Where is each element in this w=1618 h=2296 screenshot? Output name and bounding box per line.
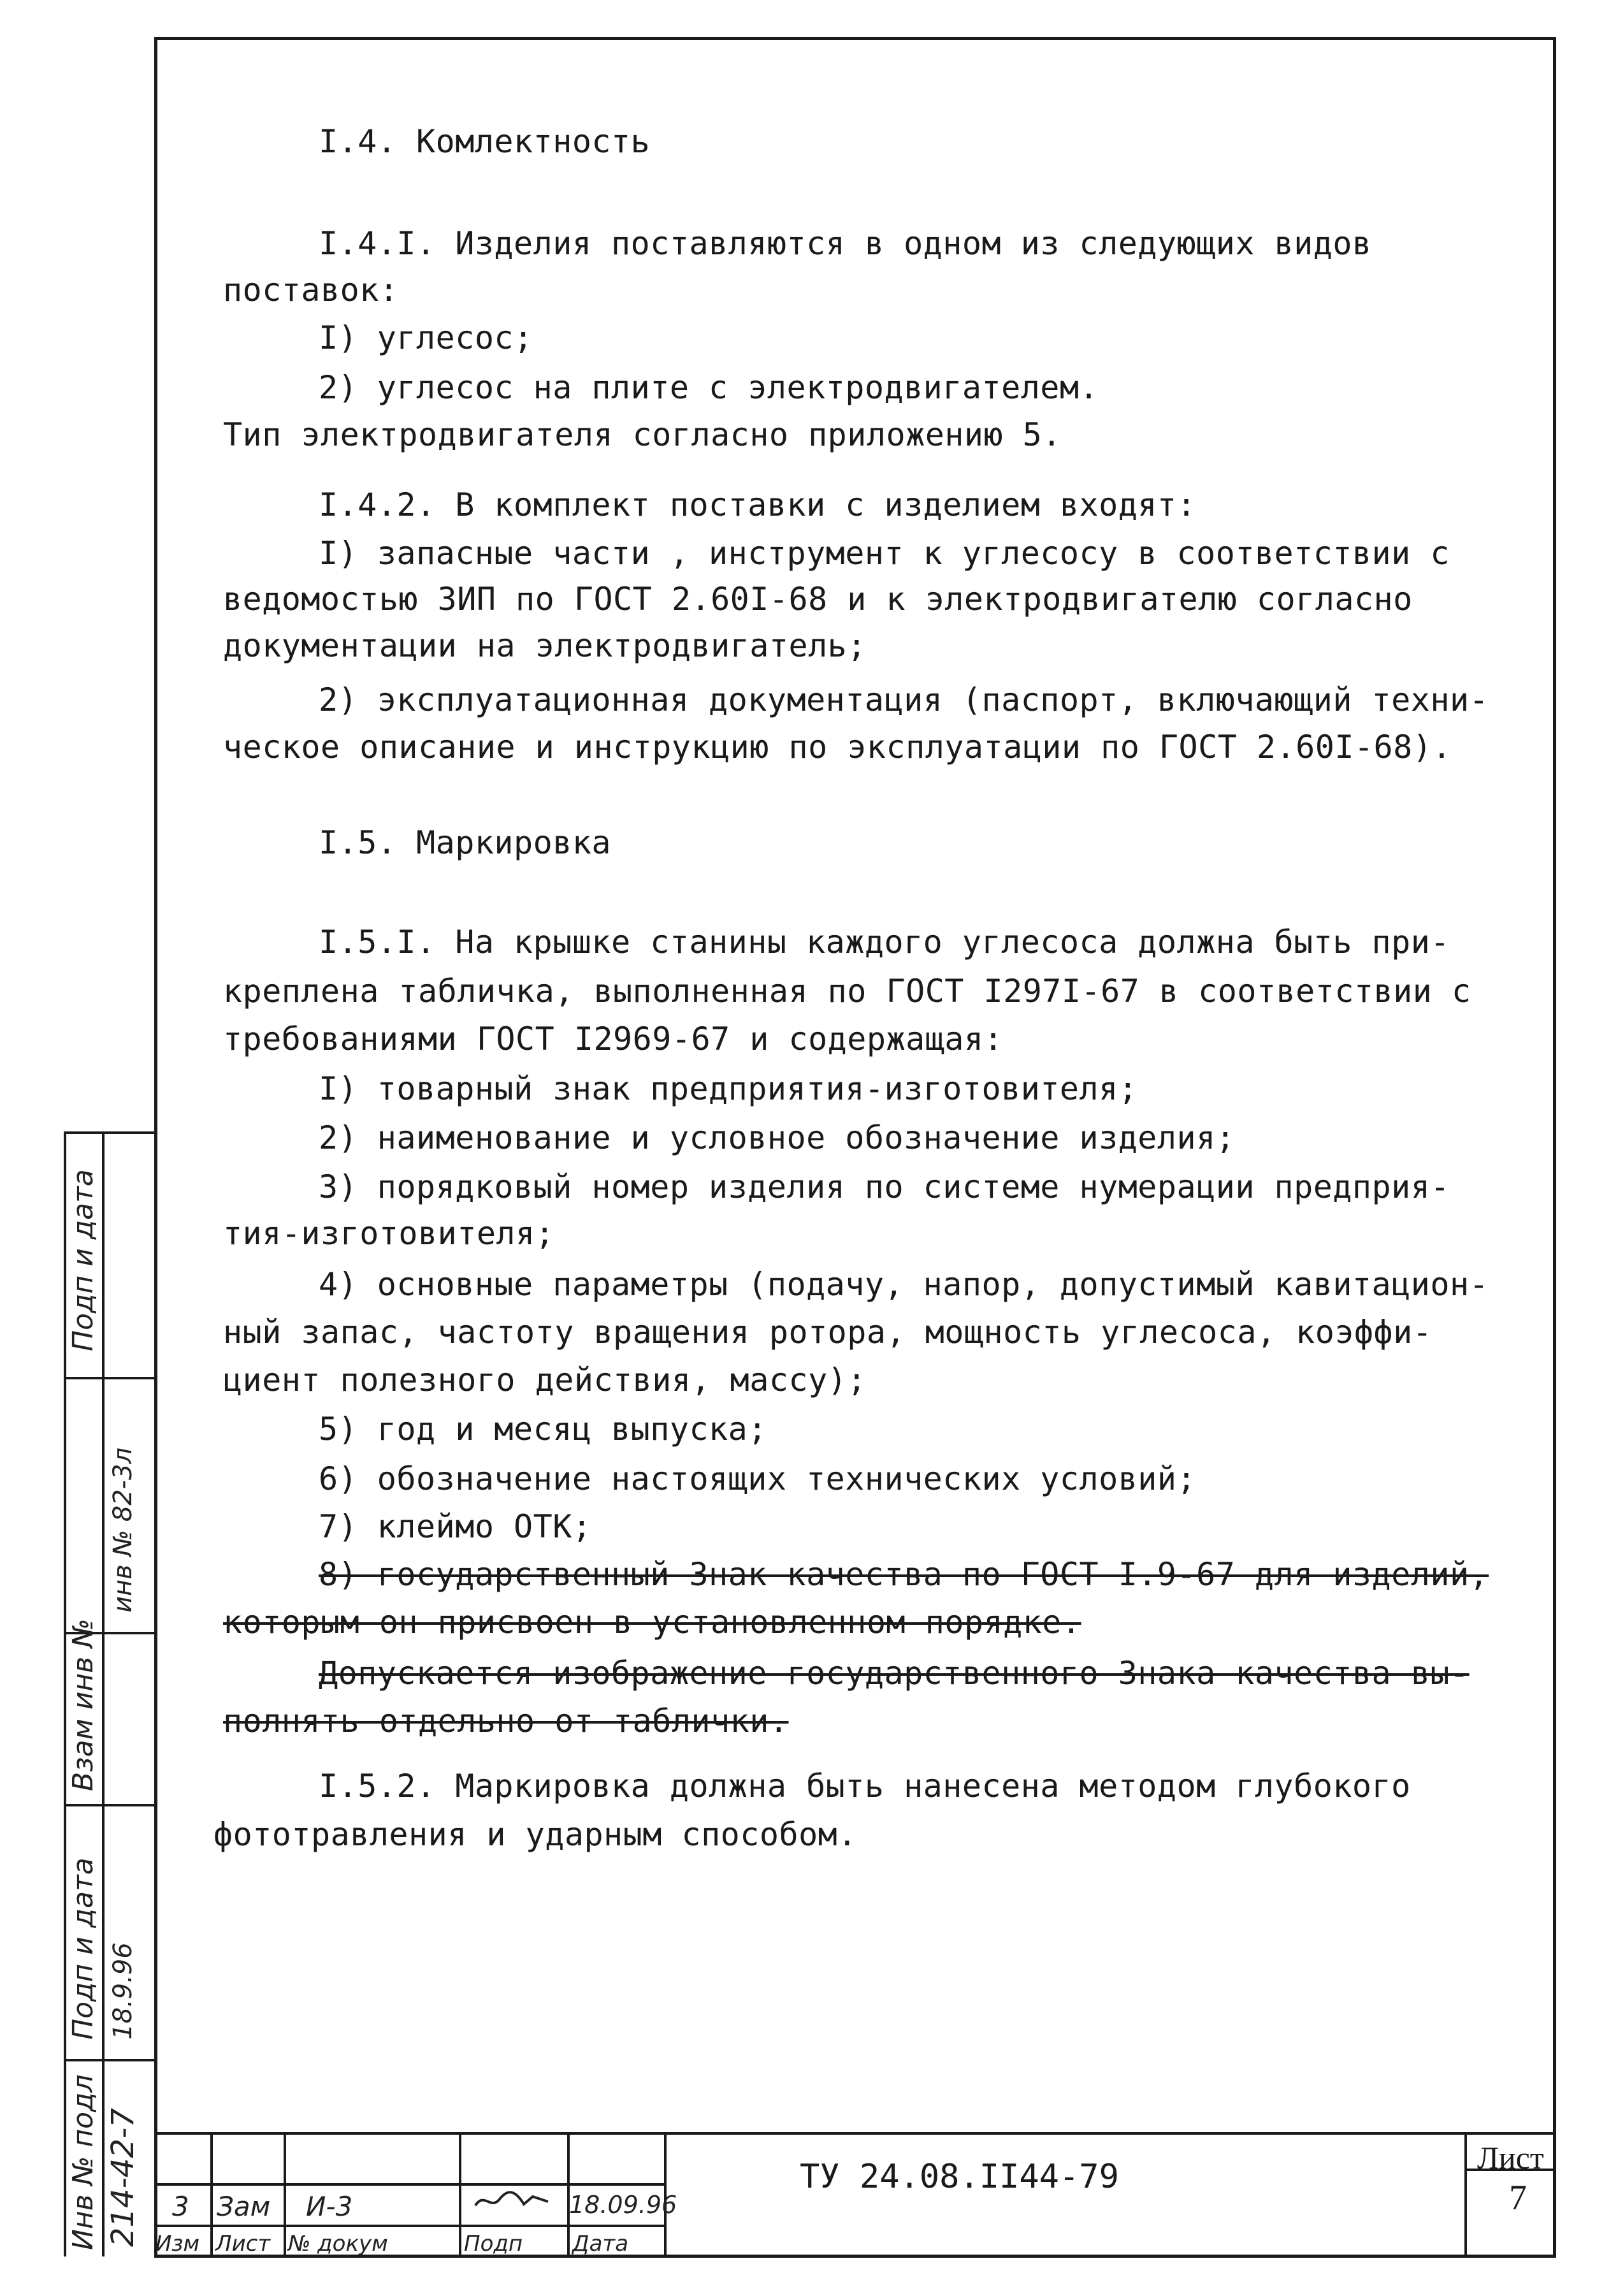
side-stamp-rule-1 xyxy=(64,1377,154,1379)
side-stamp-top-rule xyxy=(64,1131,154,1134)
side-stamp-outer-border xyxy=(64,1131,66,2256)
title-block-sheet-col xyxy=(1464,2132,1467,2256)
paragraph-1-5-2: I.5.2. Маркировка должна быть нанесена методом глубокого xyxy=(319,1768,1411,1805)
column-header-date: Дата xyxy=(572,2231,629,2256)
side-stamp-inner-divider xyxy=(102,1131,105,2256)
list-item-1-5-1-4: 4) основные параметры (подачу, напор, допустимый кавитацион- xyxy=(319,1266,1489,1303)
list-item-1-5-1-3-cont: тия-изготовителя; xyxy=(223,1215,555,1252)
sheet-number: 7 xyxy=(1509,2178,1527,2218)
paragraph-1-5-2-cont: фототравления и ударным способом. xyxy=(213,1816,857,1853)
title-block-col-2 xyxy=(284,2132,286,2256)
paragraph-1-5-1-cont: креплена табличка, выполненная по ГОСТ I297I-67 в соответствии с xyxy=(223,973,1471,1010)
list-item-1-4-2-1-cont: ведомостью ЗИП по ГОСТ 2.60I-68 и к электродвигателю согласно xyxy=(223,581,1413,618)
struck-note-quality-mark-cont: полнять отдельно от таблички. xyxy=(223,1703,789,1740)
side-label-sign-date-bottom: Подп и дата xyxy=(67,1857,99,2040)
list-item-1-5-1-4-cont: ный запас, частоту вращения ротора, мощность углесоса, коэффи- xyxy=(223,1314,1433,1351)
list-item-1-4-2-2: 2) эксплуатационная документация (паспорт, включающий техни- xyxy=(319,681,1489,718)
list-item-1-5-1-7: 7) клеймо ОТК; xyxy=(319,1508,592,1545)
list-item-1-4-2-2-cont: ческое описание и инструкцию по эксплуатации по ГОСТ 2.60I-68). xyxy=(223,729,1452,766)
document-code: ТУ 24.08.II44-79 xyxy=(800,2158,1119,2196)
side-label-replacement-inventory: Взам инв № xyxy=(67,1618,99,1791)
paragraph-1-4-1: I.4.I. Изделия поставляются в одном из следующих видов xyxy=(319,225,1372,262)
title-block-col-1 xyxy=(210,2132,213,2256)
paragraph-1-4-2: I.4.2. В комплект поставки с изделием входят: xyxy=(319,486,1197,523)
column-header-change: Изм xyxy=(155,2231,200,2256)
list-item-1-4-2-1-cont2: документации на электродвигатель; xyxy=(223,627,867,664)
paragraph-1-5-1-cont2: требованиями ГОСТ I2969-67 и содержащая: xyxy=(223,1021,1004,1057)
section-heading-completeness: I.4. Комлектность xyxy=(319,123,651,160)
revision-date: 18.09.96 xyxy=(569,2191,677,2219)
title-block-col-3 xyxy=(459,2132,461,2256)
revision-sheet: Зам xyxy=(217,2191,271,2222)
list-item-1-5-1-2: 2) наименование и условное обозначение изделия; xyxy=(319,1119,1236,1156)
list-item-1-5-1-1: I) товарный знак предприятия-изготовителя; xyxy=(319,1070,1138,1107)
struck-note-quality-mark: Допускается изображение государственного Знака качества вы- xyxy=(319,1655,1470,1692)
list-item-1-4-1-1: I) углесос; xyxy=(319,319,533,356)
side-stamp-rule-4 xyxy=(64,2059,154,2061)
handwritten-replacement-inventory: инв № 82-3л xyxy=(108,1447,138,1613)
side-label-sign-date-top: Подп и дата xyxy=(67,1169,99,1351)
list-item-1-5-1-3: 3) порядковый номер изделия по системе нумерации предприя- xyxy=(319,1168,1450,1205)
section-heading-marking: I.5. Маркировка xyxy=(319,824,612,861)
list-item-1-5-1-4-cont2: циент полезного действия, массу); xyxy=(223,1362,867,1399)
list-item-1-5-1-5: 5) год и месяц выпуска; xyxy=(319,1411,767,1448)
list-item-1-4-2-1: I) запасные части , инструмент к углесосу в соответствии с xyxy=(319,535,1450,572)
side-stamp-rule-3 xyxy=(64,1804,154,1806)
side-label-original-inventory: Инв № подл xyxy=(67,2074,99,2250)
sheet-label: Лист xyxy=(1477,2140,1544,2176)
handwritten-signature-date: 18.9.96 xyxy=(108,1942,138,2040)
revision-document: И-3 xyxy=(306,2191,353,2222)
paragraph-1-4-1-cont: поставок: xyxy=(223,272,399,309)
paragraph-1-5-1: I.5.I. На крышке станины каждого углесоса должна быть при- xyxy=(319,924,1450,961)
revision-signature-scribble xyxy=(472,2185,554,2217)
revision-signature xyxy=(472,2185,554,2223)
title-block-header-rule xyxy=(154,2225,664,2227)
list-item-1-5-1-6: 6) обозначение настоящих технических условий; xyxy=(319,1460,1197,1497)
revision-number: 3 xyxy=(172,2191,189,2222)
column-header-sheet: Лист xyxy=(215,2231,271,2256)
handwritten-original-inventory: 214-42-7 xyxy=(105,2108,141,2247)
column-header-document: № докум xyxy=(288,2231,388,2256)
column-header-signature: Подп xyxy=(464,2231,523,2256)
title-block-mid-rule xyxy=(154,2183,664,2186)
paragraph-motor-type: Тип электродвигателя согласно приложению 5. xyxy=(223,416,1062,453)
list-item-1-4-1-2: 2) углесос на плите с электродвигателем. xyxy=(319,369,1099,406)
struck-item-quality-mark: 8) государственный Знак качества по ГОСТ I.9-67 для изделий, xyxy=(319,1556,1489,1593)
struck-item-quality-mark-cont: которым он присвоен в установленном порядке. xyxy=(223,1604,1081,1641)
title-block-top-rule xyxy=(154,2132,1556,2135)
